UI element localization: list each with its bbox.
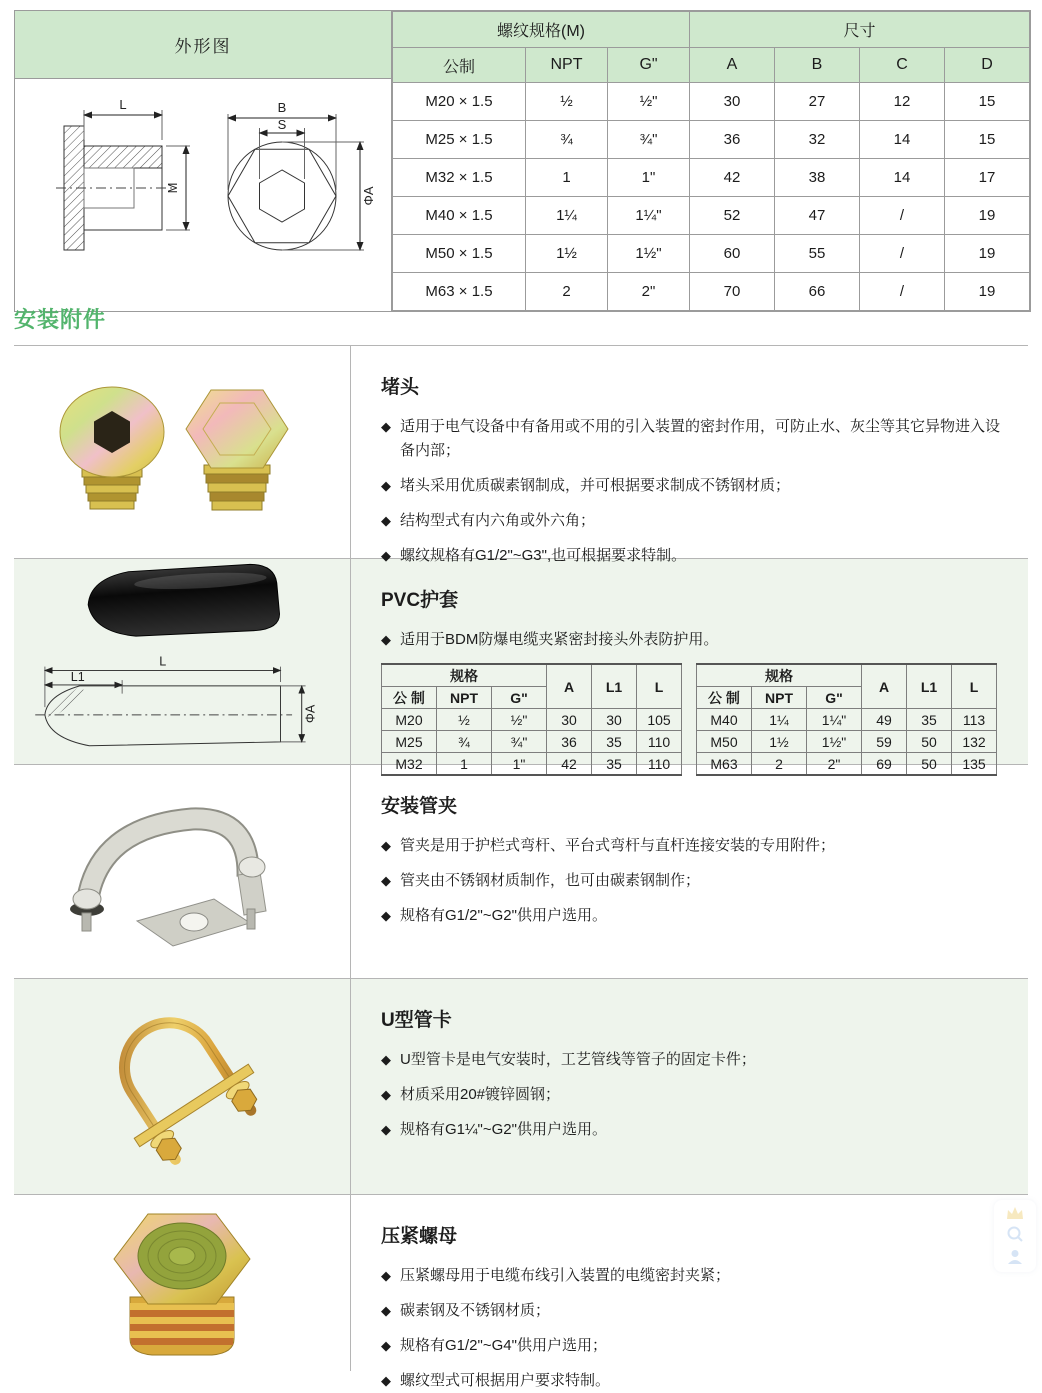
product-title: U型管卡 [381,1010,452,1031]
diamond-bullet-icon: ◆ [381,873,391,888]
product-title: 安装管夹 [381,796,458,817]
pvc-bullets [381,628,1010,652]
plug-bullets [381,415,1010,568]
table-cell: 30 [592,709,637,731]
dim-label-L: L [159,654,167,669]
table-cell: 1¼ [752,709,807,731]
mini-col-header: L1 [592,664,637,709]
table-row [393,235,1030,273]
pipe-clamp-product-icon [42,779,322,964]
ubolt-photo [14,979,351,1194]
row-plug [14,345,1028,564]
mini-col-header: G" [492,687,547,709]
table-cell: ¾" [608,121,690,159]
table-cell: 49 [862,709,907,731]
diamond-bullet-icon: ◆ [381,419,391,434]
table-cell: 110 [637,731,682,753]
table-cell: 19 [945,197,1030,235]
table-cell: M32 × 1.5 [393,159,526,197]
mini-group-header: 规格 [382,664,547,687]
bullet-text: 适用于BDM防爆电缆夹紧密封接头外表防护用。 [400,631,719,648]
diamond-bullet-icon: ◆ [381,1303,391,1318]
row-u-bolt [14,978,1028,1194]
product-title: PVC护套 [381,590,459,611]
compression-nut-product-icon [72,1201,292,1366]
table-cell: 42 [690,159,775,197]
table-cell: ½ [437,709,492,731]
diamond-bullet-icon: ◆ [381,1373,391,1388]
table-cell: 1" [492,753,547,776]
col-header: A [690,48,775,83]
person-icon[interactable] [1006,1248,1024,1266]
mini-col-header: NPT [437,687,492,709]
bullet-item [381,904,1010,928]
table-cell: / [860,197,945,235]
table-cell: 17 [945,159,1030,197]
group-header-size: 尺寸 [690,12,1030,48]
table-cell: 35 [907,709,952,731]
table-cell: 15 [945,83,1030,121]
table-cell: 1" [608,159,690,197]
floating-toolbar[interactable] [994,1200,1036,1272]
bullet-item [381,509,1010,533]
section-title: 安装附件 [14,307,107,332]
spec-table-block [14,10,1031,312]
plug-photo [14,346,351,558]
diamond-bullet-icon: ◆ [381,548,391,563]
bullet-item [381,415,1010,463]
table-cell: 12 [860,83,945,121]
table-cell: ¾ [437,731,492,753]
diamond-bullet-icon: ◆ [381,1338,391,1353]
bullet-text: 材质采用20#镀锌圆钢； [400,1086,561,1103]
diamond-bullet-icon: ◆ [381,1268,391,1283]
table-cell: 135 [952,753,997,776]
table-cell: 38 [775,159,860,197]
mini-col-header: 公 制 [697,687,752,709]
table-cell: 14 [860,159,945,197]
table-cell: 113 [952,709,997,731]
bullet-text: 螺纹规格有G1/2"~G3",也可根据要求特制。 [400,547,687,564]
table-cell: M63 × 1.5 [393,273,526,311]
table-cell: / [860,273,945,311]
table-cell: 60 [690,235,775,273]
mini-col-header: 公 制 [382,687,437,709]
bullet-item [381,834,1010,858]
table-cell: 2" [608,273,690,311]
table-cell: 2 [526,273,608,311]
dim-label-L1: L1 [70,669,85,684]
mini-group-header: 规格 [697,664,862,687]
table-cell: 30 [690,83,775,121]
outline-panel [15,11,392,311]
table-row [393,273,1030,311]
ubolt-description [351,979,1028,1194]
bullet-item [381,1118,1010,1142]
table-cell: 1½" [608,235,690,273]
dim-label-B: B [277,99,287,115]
table-cell: ¾ [526,121,608,159]
table-cell: 1½" [807,731,862,753]
table-row [697,709,997,731]
nut-bullets [381,1264,1010,1393]
outline-technical-drawing [15,79,391,294]
bullet-text: 压紧螺母用于电缆布线引入装置的电缆密封夹紧； [400,1267,731,1284]
table-cell: 15 [945,121,1030,159]
pvc-description [351,559,1028,772]
table-cell: 52 [690,197,775,235]
table-cell: 50 [907,731,952,753]
table-cell: 70 [690,273,775,311]
diamond-bullet-icon: ◆ [381,1087,391,1102]
bullet-text: 管夹由不锈钢材质制作，也可由碳素钢制作； [400,872,701,889]
diamond-bullet-icon: ◆ [381,908,391,923]
diamond-bullet-icon: ◆ [381,478,391,493]
table-cell: M40 × 1.5 [393,197,526,235]
bullet-text: 适用于电气设备中有备用或不用的引入装置的密封作用，可防止水、灰尘等其它异物进入设备内部； [400,418,1001,459]
table-cell: 2 [752,753,807,776]
table-cell: ½" [608,83,690,121]
accessories-grid [14,345,1028,1389]
table-cell: 55 [775,235,860,273]
table-cell: 1 [526,159,608,197]
table-cell: 1¼" [807,709,862,731]
mini-col-header: L [952,664,997,709]
mini-col-header: A [547,664,592,709]
dim-label-L: L [119,96,127,112]
dim-label-S: S [277,116,287,132]
thread-spec-table [392,11,1030,311]
table-cell: 50 [907,753,952,776]
clamp-bullets [381,834,1010,928]
table-cell: 30 [547,709,592,731]
table-cell: M50 [697,731,752,753]
bullet-item [381,628,1010,652]
dim-label-phiA: ΦA [361,185,376,206]
table-cell: ½ [526,83,608,121]
table-cell: M32 [382,753,437,776]
table-row [697,731,997,753]
u-bolt-product-icon [42,992,322,1182]
diamond-bullet-icon: ◆ [381,1122,391,1137]
table-cell: 1½ [526,235,608,273]
mini-col-header: G" [807,687,862,709]
table-cell: 132 [952,731,997,753]
table-cell: 42 [547,753,592,776]
table-cell: / [860,235,945,273]
search-icon[interactable] [1006,1225,1024,1243]
table-cell: M20 × 1.5 [393,83,526,121]
table-cell: M20 [382,709,437,731]
table-cell: 2" [807,753,862,776]
pvc-table-right [696,663,997,776]
table-cell: 1¼ [526,197,608,235]
row-compression-nut [14,1194,1028,1389]
bullet-item [381,869,1010,893]
table-cell: M50 × 1.5 [393,235,526,273]
table-cell: 69 [862,753,907,776]
table-row [393,197,1030,235]
table-cell: 59 [862,731,907,753]
bullet-text: U型管卡是电气安装时，工艺管线等管子的固定卡件； [400,1051,756,1068]
table-row [382,731,682,753]
bullet-text: 规格有G1¼"~G2"供用户选用。 [400,1121,607,1138]
bullet-text: 管夹是用于护栏式弯杆、平台式弯杆与直杆连接安装的专用附件； [400,837,836,854]
spec-table-body [393,83,1030,311]
mini-col-header: A [862,664,907,709]
table-cell: 110 [637,753,682,776]
product-title: 压紧螺母 [381,1226,458,1247]
mini-col-header: L [637,664,682,709]
table-row [393,121,1030,159]
table-cell: 19 [945,235,1030,273]
table-cell: ½" [492,709,547,731]
bullet-item [381,474,1010,498]
row-pipe-clamp [14,764,1028,978]
table-cell: 19 [945,273,1030,311]
plug-dimension-drawing-icon [20,84,386,290]
col-header: NPT [526,48,608,83]
col-header: C [860,48,945,83]
plug-description [351,346,1028,564]
table-cell: ¾" [492,731,547,753]
bullet-text: 堵头采用优质碳素钢制成，并可根据要求制成不锈钢材质； [400,477,791,494]
ubolt-bullets [381,1048,1010,1142]
table-cell: M40 [697,709,752,731]
bullet-item [381,1334,1010,1358]
table-row [393,83,1030,121]
table-cell: 27 [775,83,860,121]
bullet-item [381,1299,1010,1323]
col-header: B [775,48,860,83]
bullet-item [381,1083,1010,1107]
row-pvc-sleeve [14,558,1028,772]
pvc-dimension-drawing-icon [24,655,340,767]
table-cell: M25 × 1.5 [393,121,526,159]
table-cell: 36 [690,121,775,159]
mini-col-header: NPT [752,687,807,709]
group-header-thread: 螺纹规格(M) [393,12,690,48]
col-header: G" [608,48,690,83]
bullet-text: 结构型式有内六角或外六角； [400,512,596,529]
table-cell: 1 [437,753,492,776]
bullet-item [381,1048,1010,1072]
diamond-bullet-icon: ◆ [381,632,391,647]
crown-icon[interactable] [1006,1206,1024,1220]
table-row [393,159,1030,197]
dim-label-phiA: ΦA [303,704,318,723]
bullet-text: 规格有G1/2"~G4"供用户选用； [400,1337,607,1354]
table-cell: 35 [592,731,637,753]
diamond-bullet-icon: ◆ [381,1052,391,1067]
col-header: 公制 [393,48,526,83]
bullet-text: 规格有G1/2"~G2"供用户选用。 [400,907,607,924]
diamond-bullet-icon: ◆ [381,513,391,528]
pvc-sleeve-product-icon [62,557,302,649]
table-cell: 1¼" [608,197,690,235]
table-cell: 35 [592,753,637,776]
table-cell: 1½ [752,731,807,753]
pvc-size-tables [381,663,1010,776]
col-header: D [945,48,1030,83]
mini-col-header: L1 [907,664,952,709]
table-cell: 47 [775,197,860,235]
diamond-bullet-icon: ◆ [381,838,391,853]
bullet-item [381,1369,1010,1393]
table-cell: 105 [637,709,682,731]
table-cell: M63 [697,753,752,776]
clamp-description [351,765,1028,978]
bullet-item [381,1264,1010,1288]
table-row [382,709,682,731]
product-title: 堵头 [381,377,420,398]
nut-description [351,1195,1028,1389]
outline-header: 外形图 [15,11,391,79]
nut-photo [14,1195,351,1371]
bullet-text: 螺纹型式可根据用户要求特制。 [400,1372,611,1389]
pvc-table-left [381,663,682,776]
dim-label-M: M [165,182,180,193]
table-cell: 66 [775,273,860,311]
table-cell: 32 [775,121,860,159]
table-cell: 36 [547,731,592,753]
table-cell: M25 [382,731,437,753]
plug-product-icon [42,377,322,527]
clamp-photo [14,765,351,978]
pvc-photo-and-drawing [14,559,351,764]
table-cell: 14 [860,121,945,159]
bullet-text: 碳素钢及不锈钢材质； [400,1302,551,1319]
